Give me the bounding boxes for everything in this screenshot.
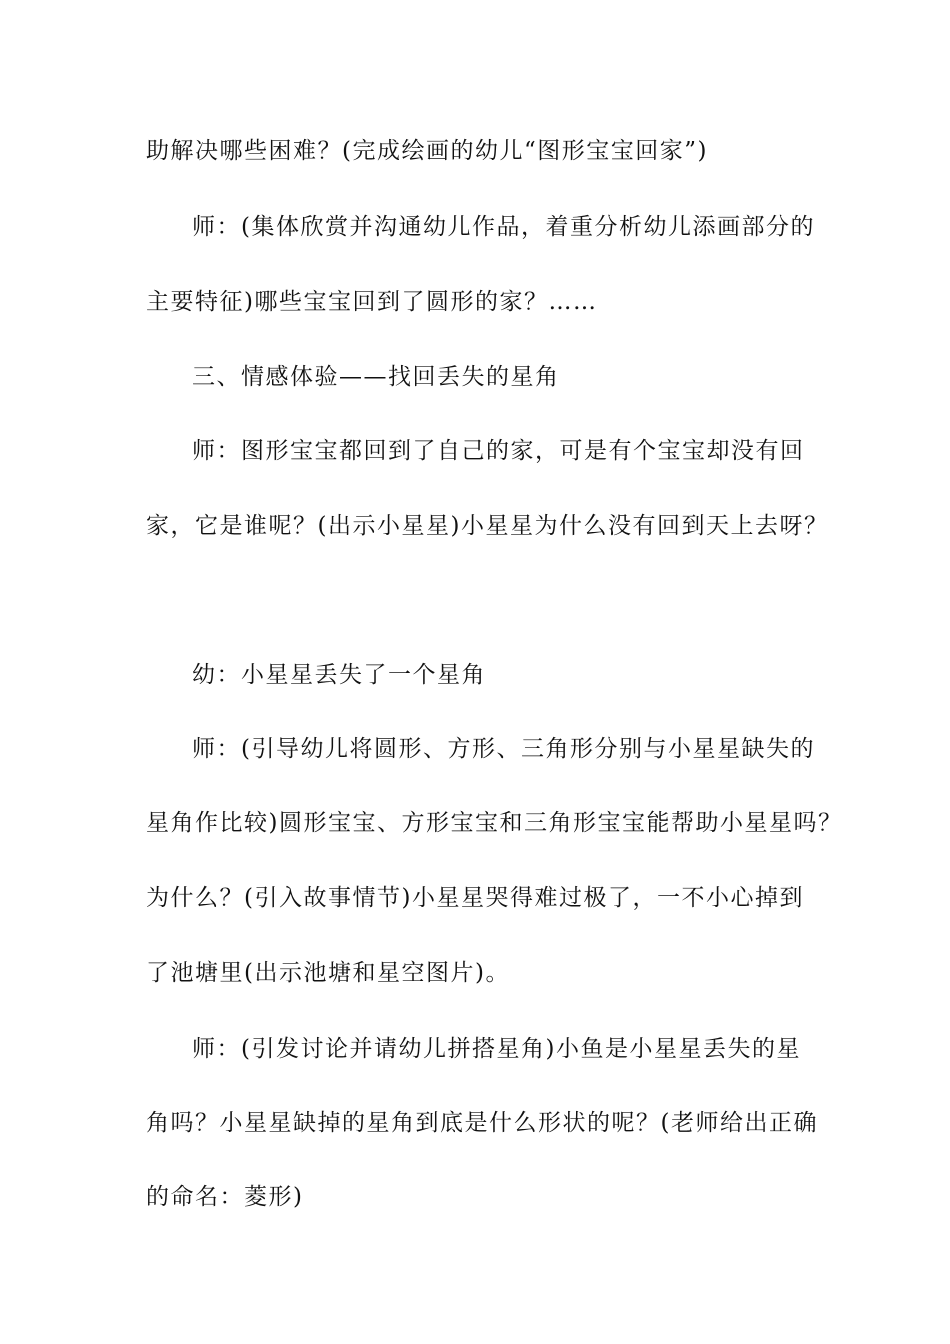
text-line-2: 师：(集体欣赏并沟通幼儿作品，着重分析幼儿添画部分的 (192, 214, 815, 240)
text-line-13: 角吗？小星星缺掉的星角到底是什么形状的呢？(老师给出正确 (146, 1110, 818, 1136)
text-line-9: 星角作比较)圆形宝宝、方形宝宝和三角形宝宝能帮助小星星吗？ (146, 810, 843, 836)
text-line-7: 幼：小星星丢失了一个星角 (192, 662, 486, 688)
section-heading: 三、情感体验——找回丢失的星角 (192, 364, 560, 390)
text-line-12: 师：(引发讨论并请幼儿拼搭星角)小鱼是小星星丢失的星 (192, 1036, 801, 1062)
text-line-14: 的命名：菱形) (146, 1184, 304, 1210)
text-line-6: 家，它是谁呢？(出示小星星)小星星为什么没有回到天上去呀？ (146, 513, 829, 539)
text-line-3: 主要特征)哪些宝宝回到了圆形的家？…… (146, 289, 598, 315)
text-line-11: 了池塘里(出示池塘和星空图片)。 (146, 960, 510, 986)
text-line-8: 师：(引导幼儿将圆形、方形、三角形分别与小星星缺失的 (192, 736, 815, 762)
text-line-5: 师：图形宝宝都回到了自己的家，可是有个宝宝却没有回 (192, 438, 805, 464)
text-line-1: 助解决哪些困难？(完成绘画的幼儿“图形宝宝回家”) (146, 138, 708, 164)
text-line-10: 为什么？(引入故事情节)小星星哭得难过极了，一不小心掉到 (146, 885, 804, 911)
